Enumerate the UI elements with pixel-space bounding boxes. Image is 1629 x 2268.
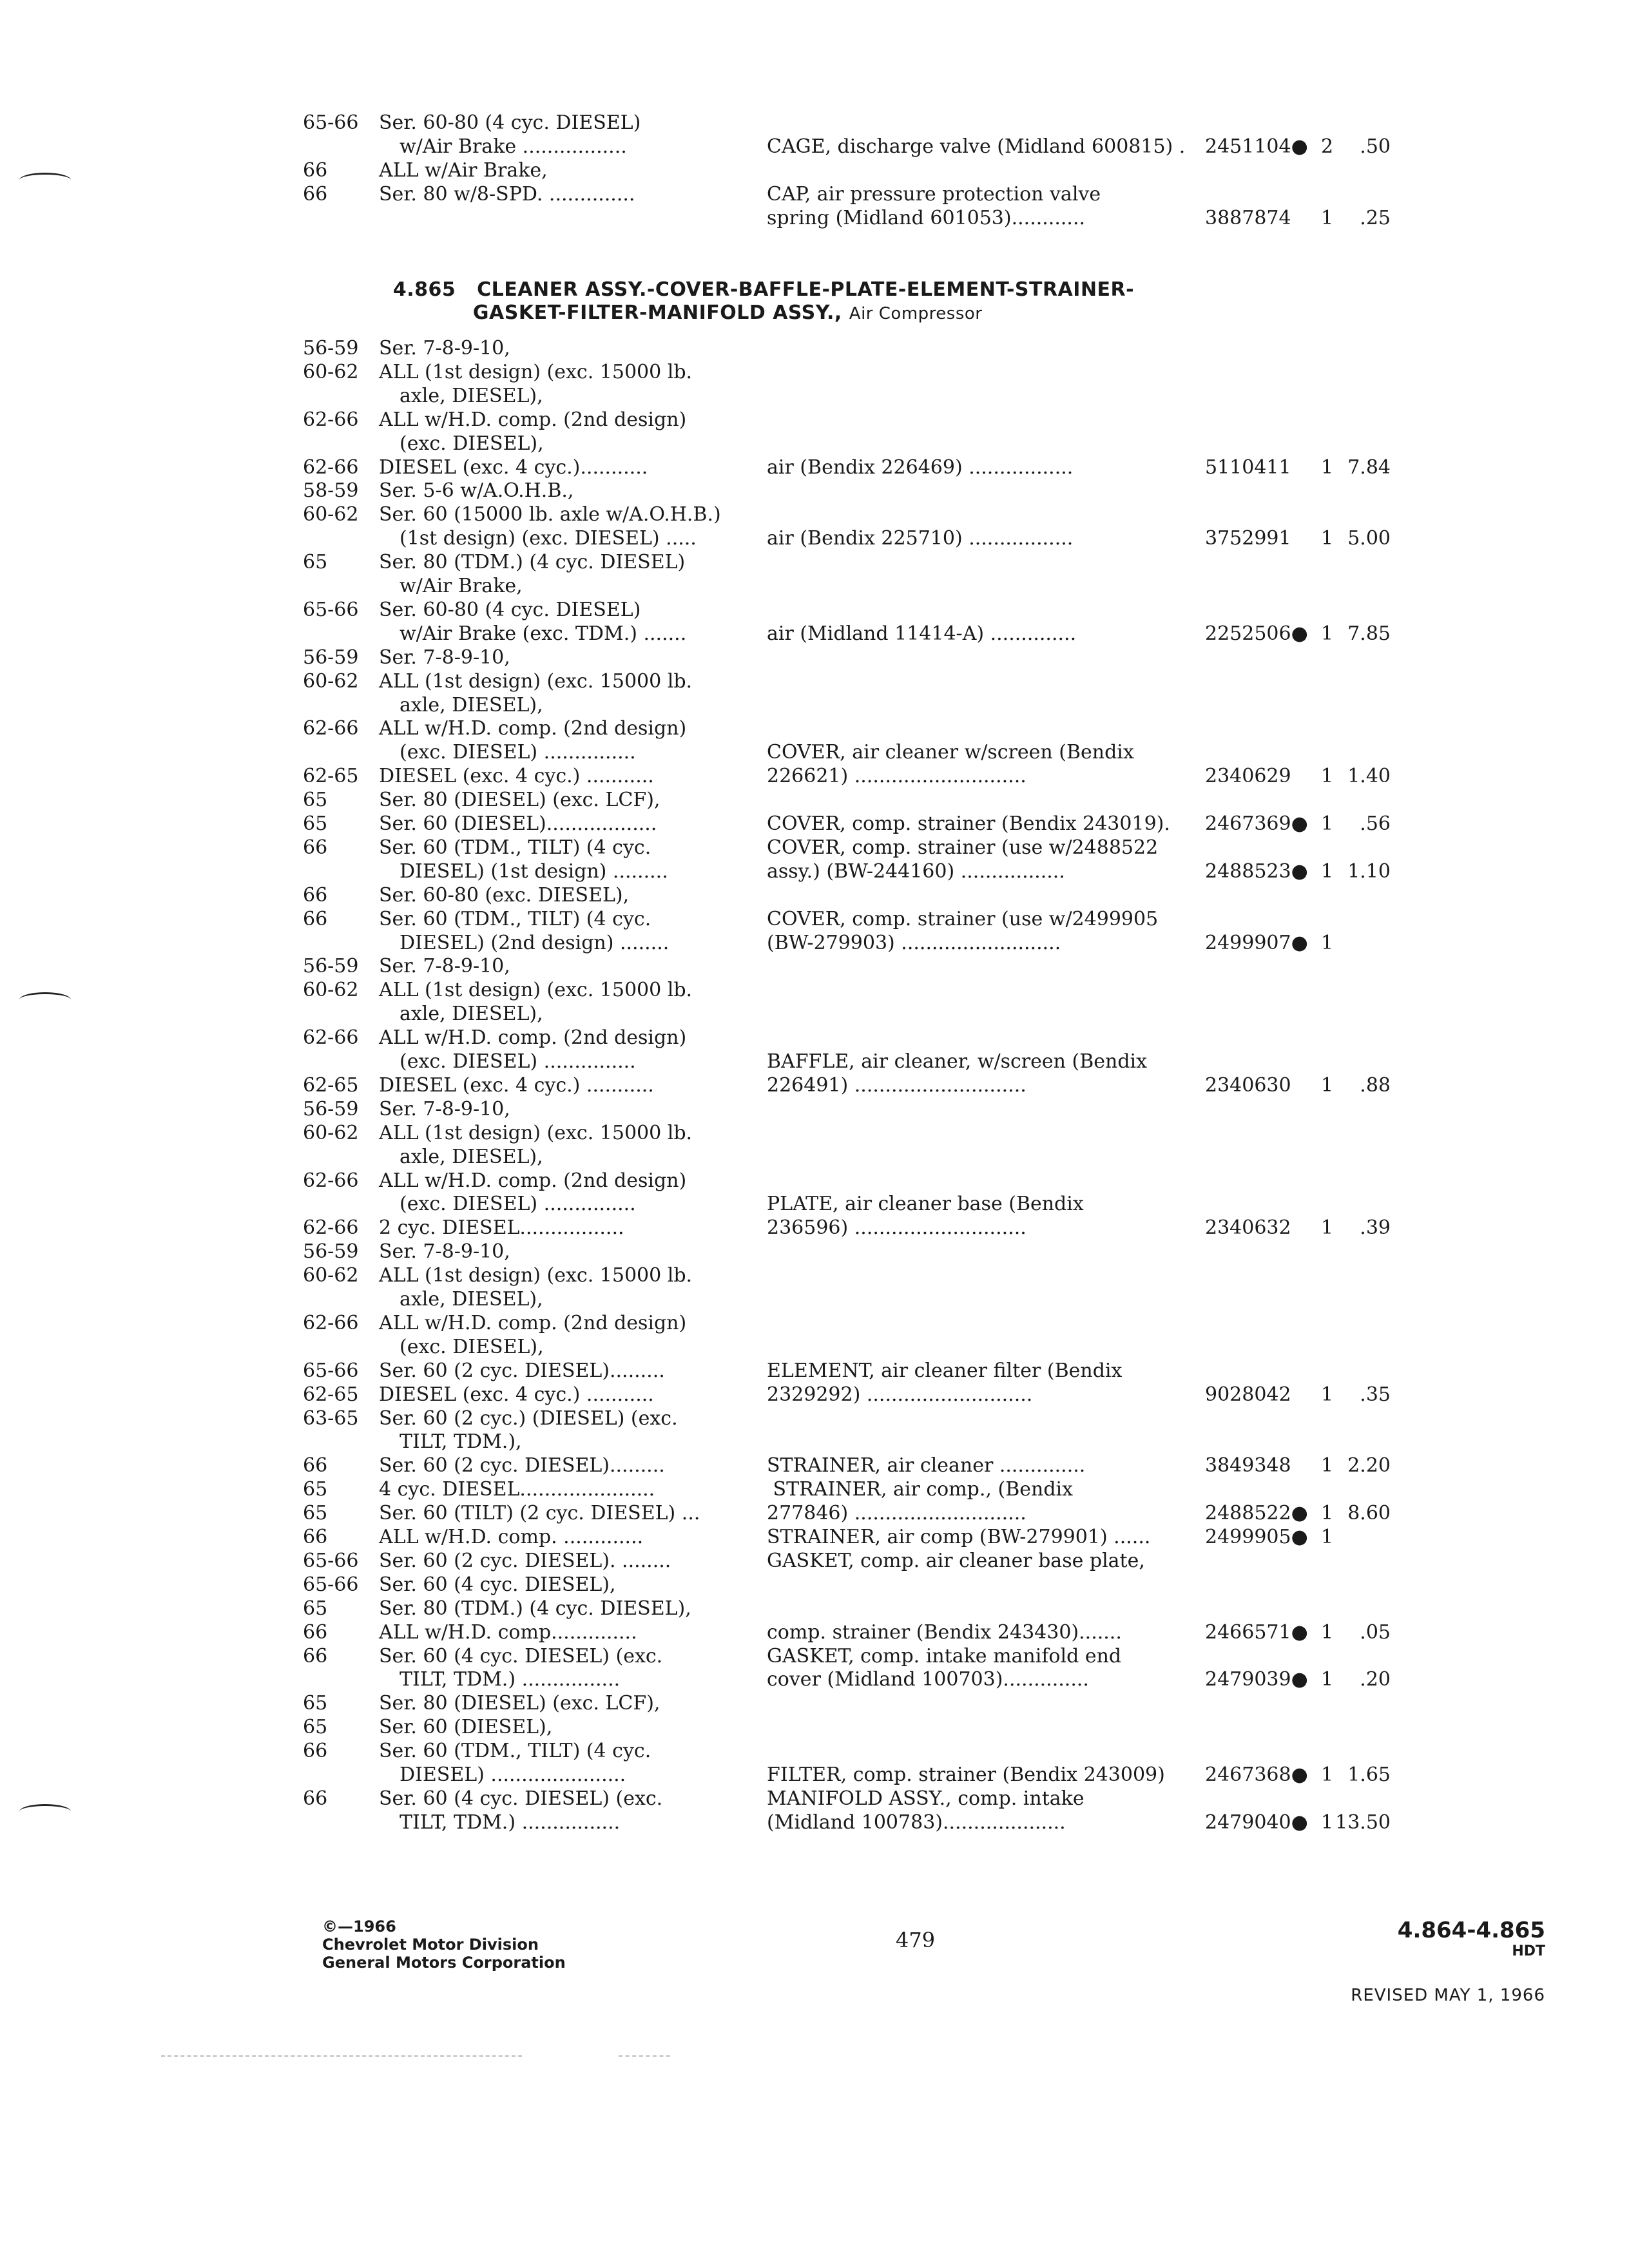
row-application: ALL w/H.D. comp. (2nd design)	[379, 408, 687, 431]
row-description: COVER, comp. strainer (use w/2499905	[767, 907, 1159, 930]
row-application: Ser. 60 (4 cyc. DIESEL) (exc.	[379, 1787, 663, 1810]
row-application: Ser. 60 (4 cyc. DIESEL) (exc.	[379, 1644, 663, 1667]
row-years: 56-59	[303, 1097, 359, 1120]
row-application: Ser. 80 w/8-SPD. ..............	[379, 183, 635, 206]
row-application: ALL (1st design) (exc. 15000 lb.	[379, 1264, 693, 1287]
row-years: 65-66	[303, 1573, 359, 1596]
row-application: w/Air Brake,	[400, 575, 523, 597]
row-application: ALL (1st design) (exc. 15000 lb.	[379, 360, 693, 383]
row-years: 66	[303, 159, 328, 182]
row-application: axle, DIESEL),	[400, 1003, 543, 1026]
row-description: 2329292) ...........................	[767, 1383, 1033, 1406]
row-application: (1st design) (exc. DIESEL) .....	[400, 527, 697, 550]
row-part-number: 9028042	[1205, 1383, 1291, 1406]
row-application: Ser. 7-8-9-10,	[379, 337, 510, 360]
row-part-number: 2499905●	[1205, 1526, 1308, 1548]
row-quantity: 1	[1321, 1073, 1334, 1097]
row-description: STRAINER, air comp (BW-279901) ......	[767, 1526, 1151, 1548]
row-application: Ser. 60 (TDM., TILT) (4 cyc.	[379, 1740, 651, 1763]
row-description: 236596) ............................	[767, 1216, 1027, 1240]
row-application: Ser. 7-8-9-10,	[379, 1240, 510, 1264]
row-application: ALL w/H.D. comp. (2nd design)	[379, 1026, 687, 1050]
row-years: 60-62	[303, 360, 359, 383]
row-part-number: 2488523●	[1205, 860, 1308, 883]
section-range: 4.864-4.865	[1397, 1917, 1545, 1943]
row-years: 62-66	[303, 1169, 359, 1192]
row-years: 62-66	[303, 1216, 359, 1240]
row-application: Ser. 80 (DIESEL) (exc. LCF),	[379, 789, 660, 812]
row-description: CAGE, discharge valve (Midland 600815) .	[767, 135, 1186, 158]
row-part-number: 2252506●	[1205, 622, 1308, 645]
row-application: ALL w/H.D. comp..............	[379, 1620, 637, 1644]
row-quantity: 1	[1321, 1763, 1334, 1786]
row-years: 56-59	[303, 646, 359, 669]
row-years: 65	[303, 812, 328, 835]
section-code: HDT	[1512, 1943, 1545, 1959]
row-description: ELEMENT, air cleaner filter (Bendix	[767, 1359, 1123, 1382]
row-description: air (Bendix 225710) .................	[767, 527, 1074, 550]
row-description: FILTER, comp. strainer (Bendix 243009)	[767, 1763, 1165, 1786]
row-description: air (Midland 11414-A) ..............	[767, 622, 1077, 645]
scan-artifact-line	[619, 2055, 670, 2057]
row-application: DIESEL) ......................	[400, 1763, 626, 1786]
revised-date: REVISED MAY 1, 1966	[1351, 1986, 1545, 2005]
footer-division: Chevrolet Motor Division	[322, 1936, 539, 1954]
binder-hole-mark	[19, 173, 71, 187]
row-application: DIESEL (exc. 4 cyc.) ...........	[379, 1073, 654, 1097]
row-description: GASKET, comp. air cleaner base plate,	[767, 1549, 1145, 1572]
row-quantity: 1	[1321, 1216, 1334, 1240]
page-number: 479	[896, 1928, 936, 1952]
row-application: Ser. 60 (TDM., TILT) (4 cyc.	[379, 836, 651, 859]
section-heading-line2	[459, 278, 982, 325]
row-application: Ser. 7-8-9-10,	[379, 1097, 510, 1120]
row-application: TILT, TDM.) ................	[400, 1811, 621, 1834]
row-price: .35	[1360, 1383, 1391, 1406]
row-price: .50	[1360, 135, 1391, 158]
row-application: ALL w/H.D. comp. (2nd design)	[379, 1311, 687, 1334]
row-description: COVER, air cleaner w/screen (Bendix	[767, 741, 1134, 764]
row-part-number: 2340632	[1205, 1216, 1291, 1240]
row-description: spring (Midland 601053)............	[767, 207, 1086, 229]
row-quantity: 1	[1321, 1383, 1334, 1406]
row-part-number: 2479040●	[1205, 1811, 1308, 1834]
row-description: BAFFLE, air cleaner, w/screen (Bendix	[767, 1050, 1148, 1073]
row-price: 1.65	[1347, 1763, 1391, 1786]
row-years: 66	[303, 1740, 328, 1763]
row-part-number: 2467368●	[1205, 1763, 1308, 1786]
row-description: (Midland 100783)....................	[767, 1811, 1066, 1834]
row-application: axle, DIESEL),	[400, 1288, 543, 1311]
row-years: 65-66	[303, 1549, 359, 1572]
row-description: air (Bendix 226469) .................	[767, 456, 1074, 479]
row-application: Ser. 60 (2 cyc. DIESEL).........	[379, 1454, 665, 1477]
row-application: Ser. 60 (15000 lb. axle w/A.O.H.B.)	[379, 503, 721, 526]
row-years: 66	[303, 883, 328, 907]
row-years: 60-62	[303, 1121, 359, 1144]
row-application: DIESEL (exc. 4 cyc.) ...........	[379, 765, 654, 788]
row-application: TILT, TDM.) ................	[400, 1668, 621, 1691]
row-application: ALL (1st design) (exc. 15000 lb.	[379, 669, 693, 693]
binder-hole-mark	[19, 1804, 71, 1819]
row-years: 66	[303, 183, 328, 206]
row-application: Ser. 60 (DIESEL)..................	[379, 812, 657, 835]
row-years: 62-66	[303, 717, 359, 740]
row-years: 62-66	[303, 408, 359, 431]
row-description: CAP, air pressure protection valve	[767, 183, 1101, 206]
row-years: 66	[303, 907, 328, 930]
row-years: 65	[303, 551, 328, 574]
row-description: STRAINER, air cleaner ..............	[767, 1454, 1086, 1477]
row-part-number: 3887874	[1205, 207, 1291, 229]
row-price: 7.85	[1347, 622, 1391, 645]
row-application: Ser. 60-80 (4 cyc. DIESEL)	[379, 111, 641, 134]
row-quantity: 1	[1321, 207, 1334, 229]
row-years: 66	[303, 1787, 328, 1810]
row-application: ALL (1st design) (exc. 15000 lb.	[379, 979, 693, 1002]
row-application: Ser. 60 (DIESEL),	[379, 1716, 553, 1739]
row-application: Ser. 60 (2 cyc. DIESEL).........	[379, 1359, 665, 1382]
row-description: assy.) (BW-244160) .................	[767, 860, 1065, 883]
row-years: 60-62	[303, 1264, 359, 1287]
row-years: 58-59	[303, 479, 359, 503]
row-application: Ser. 5-6 w/A.O.H.B.,	[379, 479, 574, 503]
row-application: w/Air Brake .................	[400, 135, 627, 158]
row-part-number: 2466571●	[1205, 1620, 1308, 1644]
row-application: ALL w/H.D. comp. .............	[379, 1526, 644, 1548]
row-quantity: 1	[1321, 1811, 1334, 1834]
row-price: 5.00	[1347, 527, 1391, 550]
row-years: 62-66	[303, 456, 359, 479]
row-application: ALL w/Air Brake,	[379, 159, 548, 182]
row-description: GASKET, comp. intake manifold end	[767, 1644, 1122, 1667]
row-price: 1.10	[1347, 860, 1391, 883]
row-price: 13.50	[1335, 1811, 1391, 1834]
row-years: 56-59	[303, 955, 359, 978]
row-years: 65	[303, 1597, 328, 1620]
row-price: 2.20	[1347, 1454, 1391, 1477]
row-application: (exc. DIESEL),	[400, 432, 544, 455]
row-application: TILT, TDM.),	[400, 1430, 522, 1454]
row-years: 62-65	[303, 765, 359, 788]
row-years: 66	[303, 1454, 328, 1477]
row-years: 66	[303, 836, 328, 859]
row-quantity: 1	[1321, 622, 1334, 645]
row-years: 65-66	[303, 1359, 359, 1382]
row-years: 62-65	[303, 1073, 359, 1097]
row-description: COVER, comp. strainer (Bendix 243019).	[767, 812, 1170, 835]
row-part-number: 3752991	[1205, 527, 1291, 550]
row-price: 1.40	[1347, 765, 1391, 788]
row-years: 63-65	[303, 1407, 359, 1430]
row-quantity: 1	[1321, 765, 1334, 788]
row-part-number: 2340629	[1205, 765, 1291, 788]
row-application: Ser. 80 (TDM.) (4 cyc. DIESEL)	[379, 551, 686, 574]
row-years: 62-66	[303, 1026, 359, 1050]
row-part-number: 5110411	[1205, 456, 1291, 479]
row-quantity: 2	[1321, 135, 1334, 158]
row-years: 56-59	[303, 1240, 359, 1264]
row-application: Ser. 60 (TDM., TILT) (4 cyc.	[379, 907, 651, 930]
row-price: .56	[1360, 812, 1391, 835]
row-application: Ser. 80 (DIESEL) (exc. LCF),	[379, 1692, 660, 1715]
row-price: 7.84	[1347, 456, 1391, 479]
row-quantity: 1	[1321, 1668, 1334, 1691]
binder-hole-mark	[19, 992, 71, 1007]
row-application: Ser. 7-8-9-10,	[379, 955, 510, 978]
row-quantity: 1	[1321, 1620, 1334, 1644]
row-part-number: 2467369●	[1205, 812, 1308, 835]
row-part-number: 2451104●	[1205, 135, 1308, 158]
row-years: 56-59	[303, 337, 359, 360]
row-part-number: 2479039●	[1205, 1668, 1308, 1691]
row-quantity: 1	[1321, 456, 1334, 479]
row-application: (exc. DIESEL),	[400, 1335, 544, 1358]
row-years: 62-65	[303, 1383, 359, 1406]
row-application: DIESEL) (2nd design) ........	[400, 931, 670, 954]
row-description: 277846) ............................	[767, 1502, 1027, 1525]
row-application: Ser. 60-80 (4 cyc. DIESEL)	[379, 598, 641, 621]
row-years: 65	[303, 1478, 328, 1501]
row-part-number: 3849348	[1205, 1454, 1291, 1477]
row-application: Ser. 7-8-9-10,	[379, 646, 510, 669]
row-quantity: 1	[1321, 1526, 1334, 1548]
row-price: 8.60	[1347, 1502, 1391, 1525]
row-application: axle, DIESEL),	[400, 1145, 543, 1168]
row-description: MANIFOLD ASSY., comp. intake	[767, 1787, 1084, 1810]
scan-artifact-line	[161, 2055, 522, 2057]
row-application: (exc. DIESEL) ...............	[400, 741, 636, 764]
row-application: (exc. DIESEL) ...............	[400, 1050, 636, 1073]
row-price: .39	[1360, 1216, 1391, 1240]
row-years: 60-62	[303, 669, 359, 693]
row-application: axle, DIESEL),	[400, 384, 543, 407]
row-application: (exc. DIESEL) ...............	[400, 1193, 636, 1216]
row-application: Ser. 60 (4 cyc. DIESEL),	[379, 1573, 616, 1596]
row-application: Ser. 80 (TDM.) (4 cyc. DIESEL),	[379, 1597, 691, 1620]
row-part-number: 2340630	[1205, 1073, 1291, 1097]
row-years: 65	[303, 1716, 328, 1739]
row-price: .05	[1360, 1620, 1391, 1644]
row-years: 60-62	[303, 979, 359, 1002]
row-application: Ser. 60-80 (exc. DIESEL),	[379, 883, 630, 907]
row-quantity: 1	[1321, 1454, 1334, 1477]
row-application: Ser. 60 (2 cyc. DIESEL). ........	[379, 1549, 671, 1572]
row-years: 66	[303, 1526, 328, 1548]
row-quantity: 1	[1321, 1502, 1334, 1525]
row-years: 62-66	[303, 1311, 359, 1334]
row-description: (BW-279903) ..........................	[767, 931, 1061, 954]
row-years: 65	[303, 1692, 328, 1715]
row-application: Ser. 60 (TILT) (2 cyc. DIESEL) ...	[379, 1502, 700, 1525]
row-application: ALL w/H.D. comp. (2nd design)	[379, 1169, 687, 1192]
row-part-number: 2488522●	[1205, 1502, 1308, 1525]
row-application: ALL (1st design) (exc. 15000 lb.	[379, 1121, 693, 1144]
row-quantity: 1	[1321, 860, 1334, 883]
row-description: 226491) ............................	[767, 1073, 1027, 1097]
row-description: PLATE, air cleaner base (Bendix	[767, 1193, 1084, 1216]
row-quantity: 1	[1321, 812, 1334, 835]
row-description: cover (Midland 100703)..............	[767, 1668, 1089, 1691]
row-years: 65	[303, 1502, 328, 1525]
row-years: 65-66	[303, 111, 359, 134]
row-price: .25	[1360, 207, 1391, 229]
row-description: 226621) ............................	[767, 765, 1027, 788]
row-years: 66	[303, 1620, 328, 1644]
row-application: DIESEL (exc. 4 cyc.) ...........	[379, 1383, 654, 1406]
section-title-line1: CLEANER ASSY.-COVER-BAFFLE-PLATE-ELEMENT-STRAINER-	[477, 278, 1135, 301]
row-price: .88	[1360, 1073, 1391, 1097]
section-number: 4.865	[392, 278, 456, 301]
row-description: comp. strainer (Bendix 243430).......	[767, 1620, 1122, 1644]
row-years: 66	[303, 1644, 328, 1667]
row-description: COVER, comp. strainer (use w/2488522	[767, 836, 1159, 859]
row-application: w/Air Brake (exc. TDM.) .......	[400, 622, 687, 645]
row-application: 2 cyc. DIESEL.................	[379, 1216, 624, 1240]
row-application: axle, DIESEL),	[400, 693, 543, 716]
row-description: STRAINER, air comp., (Bendix	[767, 1478, 1074, 1501]
row-part-number: 2499907●	[1205, 931, 1308, 954]
row-application: ALL w/H.D. comp. (2nd design)	[379, 717, 687, 740]
section-title-line2: GASKET-FILTER-MANIFOLD ASSY.,	[472, 302, 842, 324]
row-price: .20	[1360, 1668, 1391, 1691]
row-application: DIESEL (exc. 4 cyc.)...........	[379, 456, 648, 479]
row-application: DIESEL) (1st design) .........	[400, 860, 668, 883]
row-application: Ser. 60 (2 cyc.) (DIESEL) (exc.	[379, 1407, 678, 1430]
row-years: 65	[303, 789, 328, 812]
row-quantity: 1	[1321, 527, 1334, 550]
row-years: 65-66	[303, 598, 359, 621]
footer-copyright: ©—1966	[322, 1917, 396, 1936]
footer-corporation: General Motors Corporation	[322, 1954, 566, 1972]
row-years: 60-62	[303, 503, 359, 526]
row-quantity: 1	[1321, 931, 1334, 954]
row-application: 4 cyc. DIESEL......................	[379, 1478, 655, 1501]
section-title-suffix: Air Compressor	[849, 304, 983, 323]
